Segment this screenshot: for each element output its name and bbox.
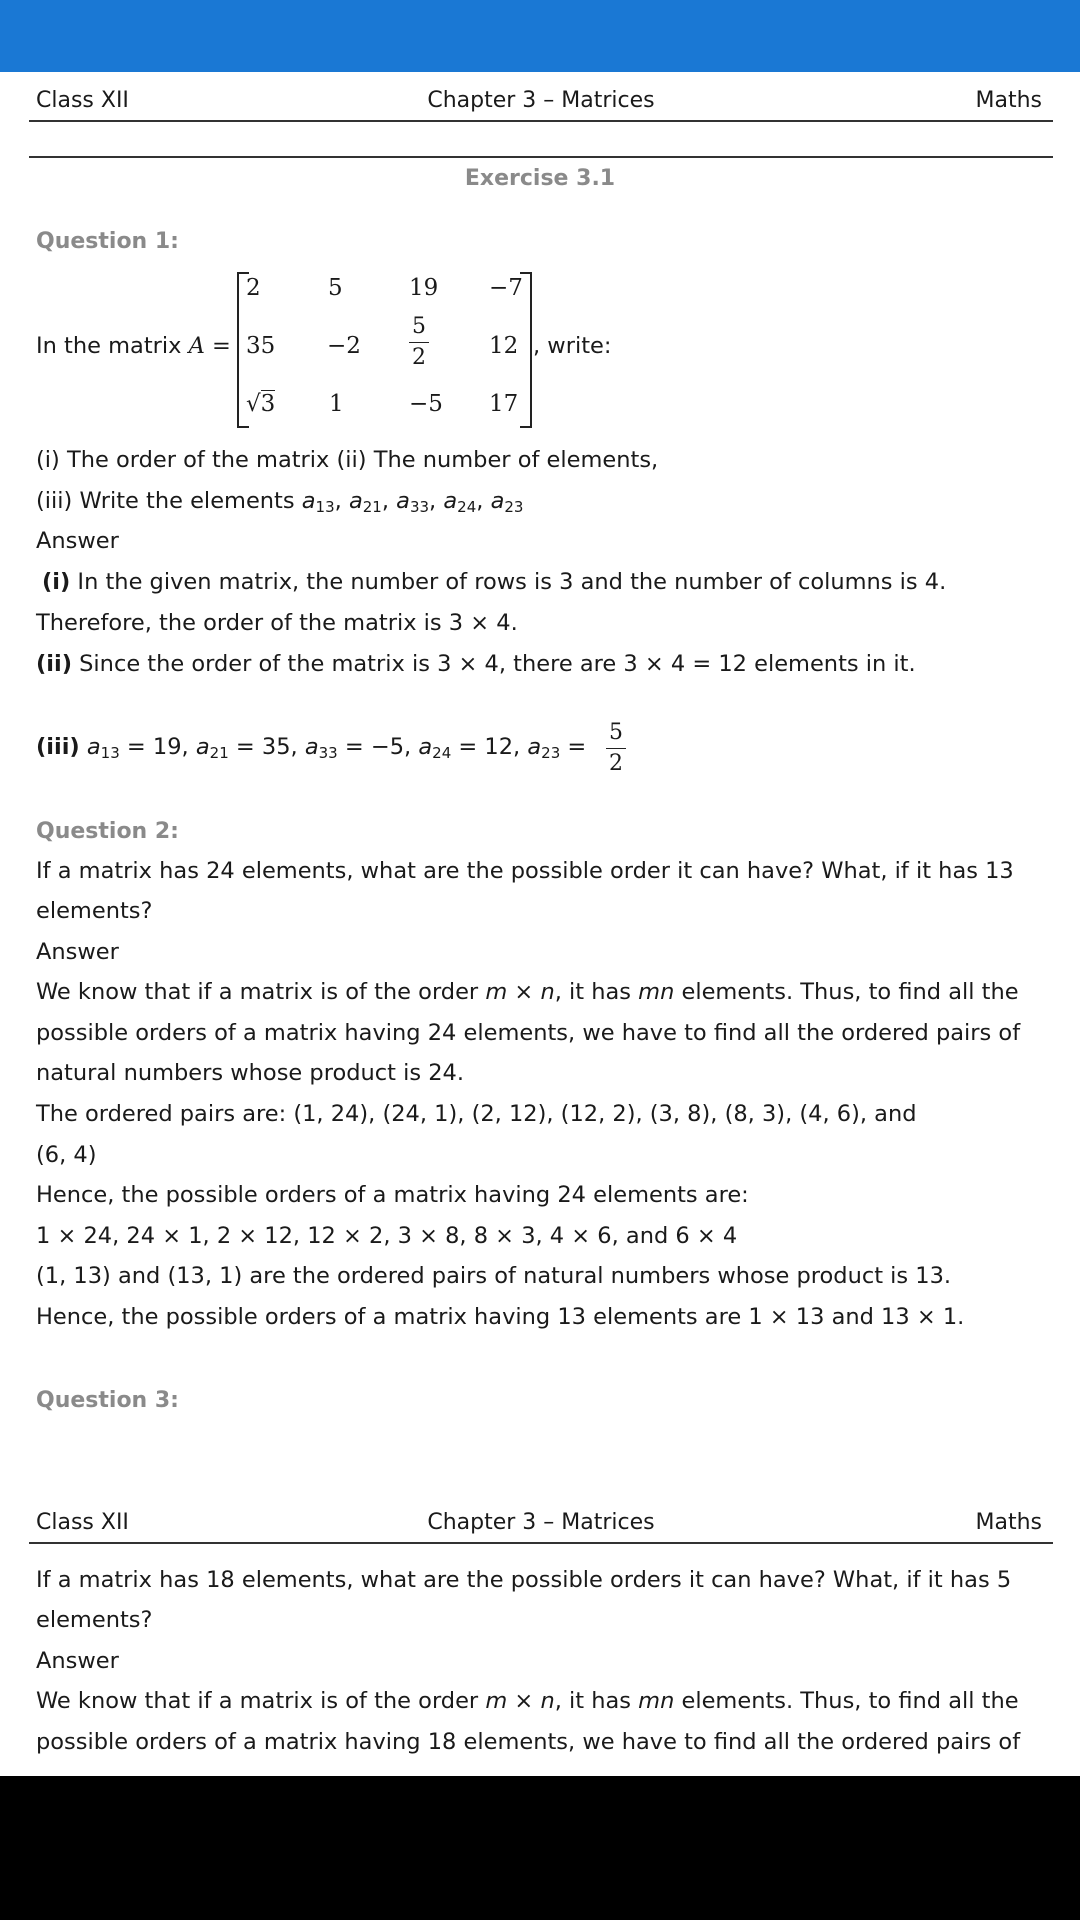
q2-p1c: elements. Thus, to find all the <box>674 979 1019 1005</box>
q2-p1a: We know that if a matrix is of the order <box>36 979 486 1005</box>
exercise-title: Exercise 3.1 <box>464 166 616 191</box>
q2-answer-line <box>36 981 1019 1004</box>
matrix-cell: 19 <box>409 275 439 301</box>
answer-label: Answer <box>36 1648 119 1674</box>
question-1-title: Question 1: <box>36 229 179 254</box>
math-times: × <box>507 979 541 1005</box>
fraction-bar <box>409 342 429 343</box>
sqrt-radicand: 3 <box>260 391 276 417</box>
answer-ii-label: (ii) <box>36 651 72 677</box>
q2-answer-line: (1, 13) and (13, 1) are the ordered pairs of natural numbers whose product is 13. <box>36 1263 952 1289</box>
q1-answer-i-cont: Therefore, the order of the matrix is 3 × 4. <box>36 610 518 636</box>
header-subject: Maths <box>975 88 1042 113</box>
matrix-cell: −5 <box>409 391 443 417</box>
answer-i-label: (i) <box>42 569 71 595</box>
q3-text-line: If a matrix has 18 elements, what are the possible orders it can have? What, if it has 5 <box>36 1567 1012 1593</box>
matrix-cell: 5 <box>328 275 343 301</box>
fraction-numerator: 5 <box>609 720 623 745</box>
fraction-bar <box>606 748 626 749</box>
q1-line2: (iii) Write the elements $a_{13}$, $a_{21}$, $a_{33}$, $a_{24}$, $a_{23}$ <box>36 488 524 516</box>
math-n: n <box>540 1688 555 1714</box>
answer-label: Answer <box>36 939 119 965</box>
math-m: m <box>485 979 508 1005</box>
matrix-cell: 2 <box>246 275 261 301</box>
math-mn: mn <box>638 1688 675 1714</box>
fraction-denominator: 2 <box>412 345 426 370</box>
header-class: Class XII <box>36 1510 129 1535</box>
header-chapter: Chapter 3 – Matrices <box>427 88 655 113</box>
matrix-cell: 12 <box>489 333 519 359</box>
page-header <box>29 1512 1053 1544</box>
math-mn: mn <box>638 979 675 1005</box>
q1-answer-ii <box>36 653 916 676</box>
answer-ii-text: Since the order of the matrix is 3 × 4, there are 3 × 4 = 12 elements in it. <box>72 651 916 677</box>
status-bar <box>0 0 1080 72</box>
header-class: Class XII <box>36 88 129 113</box>
matrix-cell: −2 <box>327 333 361 359</box>
sqrt-icon: √ <box>246 391 261 417</box>
q2-answer-line: Hence, the possible orders of a matrix having 13 elements are 1 × 13 and 13 × 1. <box>36 1304 965 1330</box>
q1-line2-prefix: (iii) Write the elements <box>36 488 302 514</box>
answer-iii-label: (iii) <box>36 734 80 760</box>
question-2-title: Question 2: <box>36 819 179 844</box>
q2-answer-line: 1 × 24, 24 × 1, 2 × 12, 12 × 2, 3 × 8, 8 × 3, 4 × 6, and 6 × 4 <box>36 1223 738 1249</box>
q1-intro-text: In the matrix <box>36 333 182 359</box>
q2-text-line: elements? <box>36 898 153 924</box>
matrix-cell: −7 <box>489 275 523 301</box>
matrix-cell: 17 <box>489 391 519 417</box>
q1-after-matrix: , write: <box>533 333 612 359</box>
matrix-cell: 1 <box>329 391 344 417</box>
q2-answer-line: Hence, the possible orders of a matrix having 24 elements are: <box>36 1182 749 1208</box>
matrix-fraction <box>409 316 429 369</box>
q2-answer-line: possible orders of a matrix having 24 elements, we have to find all the ordered pairs of <box>36 1020 1021 1046</box>
q1-line1: (i) The order of the matrix (ii) The number of elements, <box>36 447 659 473</box>
divider <box>29 156 1053 158</box>
question-3-title: Question 3: <box>36 1388 179 1413</box>
header-chapter: Chapter 3 – Matrices <box>427 1510 655 1535</box>
q3-answer-line <box>36 1690 1019 1713</box>
matrix-label: A = <box>188 333 231 359</box>
matrix-cell: 35 <box>246 333 276 359</box>
q3-answer-line: possible orders of a matrix having 18 elements, we have to find all the ordered pairs of <box>36 1729 1021 1755</box>
q1-answer-i <box>42 571 946 594</box>
page-header <box>29 90 1053 122</box>
math-n: n <box>540 979 555 1005</box>
header-subject: Maths <box>975 1510 1042 1535</box>
q3-p1a: We know that if a matrix is of the order <box>36 1688 486 1714</box>
navigation-bar <box>0 1776 1080 1920</box>
math-m: m <box>485 1688 508 1714</box>
math-times: × <box>507 1688 541 1714</box>
answer-i-text: In the given matrix, the number of rows is 3 and the number of columns is 4. <box>70 569 947 595</box>
answer-fraction <box>606 722 626 775</box>
matrix-cell-sqrt <box>246 391 275 417</box>
fraction-denominator: 2 <box>609 751 623 776</box>
q2-answer-line: The ordered pairs are: (1, 24), (24, 1), (2, 12), (12, 2), (3, 8), (8, 3), (4, 6), and <box>36 1101 917 1127</box>
q2-text-line: If a matrix has 24 elements, what are the possible order it can have? What, if it has 13 <box>36 858 1014 884</box>
q2-answer-line: natural numbers whose product is 24. <box>36 1060 465 1086</box>
q2-p1b: , it has <box>554 979 639 1005</box>
fraction-numerator: 5 <box>412 314 426 339</box>
q3-p1c: elements. Thus, to find all the <box>674 1688 1019 1714</box>
answer-label: Answer <box>36 528 119 554</box>
document-viewer[interactable] <box>0 72 1080 1776</box>
q1-intro <box>36 335 231 358</box>
q2-answer-line: (6, 4) <box>36 1142 97 1168</box>
q3-text-line: elements? <box>36 1607 153 1633</box>
q1-answer-iii: (iii) $a_{13} = 19$, $a_{21} = 35$, $a_{33} = -5$, $a_{24} = 12$, $a_{23}$ = <box>36 734 587 762</box>
q3-p1b: , it has <box>554 1688 639 1714</box>
